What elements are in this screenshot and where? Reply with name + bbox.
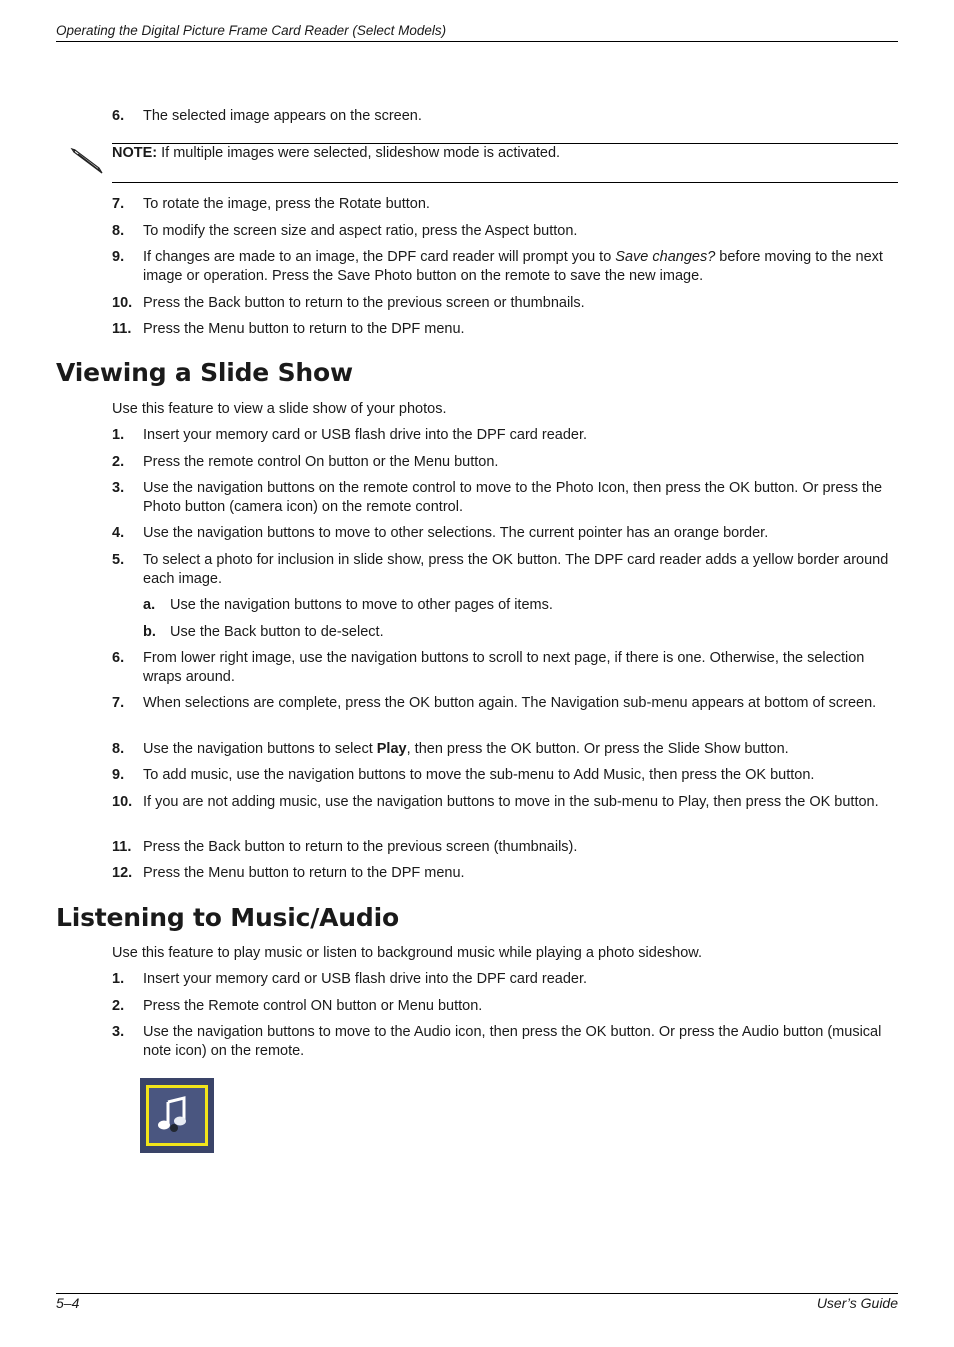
step-text: Press the Menu button to return to the DPF menu. bbox=[143, 865, 465, 881]
step-number: 10. bbox=[112, 295, 133, 311]
step-item bbox=[112, 649, 898, 687]
step-text: From lower right image, use the navigation buttons to scroll to next page, if there is one. Otherwise, the selection wraps around. bbox=[143, 650, 865, 685]
footer-divider bbox=[56, 1293, 898, 1294]
step-number: 2. bbox=[112, 998, 125, 1014]
step-number: 8. bbox=[112, 741, 125, 757]
step-item bbox=[112, 970, 898, 989]
step-text-part: before moving to the next image or operation. Press the Save Photo button on the remote to save the new image. bbox=[143, 249, 883, 284]
page-number: 5–4 bbox=[56, 1295, 80, 1311]
step-number: 1. bbox=[112, 971, 125, 987]
note-label: NOTE: bbox=[112, 145, 158, 161]
step-text: Use the navigation buttons on the remote control to move to the Photo Icon, then press the OK button. Or press the Photo button (camera icon) on the remote control. bbox=[143, 480, 883, 515]
step-text-part: , then press the OK button. Or press the Slide Show button. bbox=[406, 741, 789, 757]
step-text-part: Use the navigation buttons to select bbox=[143, 741, 377, 757]
step-text: To select a photo for inclusion in slide show, press the OK button. The DPF card reader adds a yellow border around each image. bbox=[143, 552, 889, 587]
step-number: 3. bbox=[112, 1024, 125, 1040]
step-item bbox=[112, 766, 898, 785]
step-item bbox=[112, 1023, 898, 1061]
step-text: Insert your memory card or USB flash drive into the DPF card reader. bbox=[143, 427, 588, 443]
step-text: Press the Back button to return to the previous screen (thumbnails). bbox=[143, 839, 578, 855]
step-item bbox=[112, 740, 898, 759]
step-number: 8. bbox=[112, 223, 125, 239]
audio-icon-screenshot bbox=[140, 1078, 214, 1153]
step-text: Insert your memory card or USB flash drive into the DPF card reader. bbox=[143, 971, 588, 987]
step-item bbox=[112, 479, 898, 517]
step-text: To add music, use the navigation buttons to move the sub-menu to Add Music, then press the OK button. bbox=[143, 767, 815, 783]
musical-note-icon bbox=[154, 1092, 200, 1138]
substep-item bbox=[143, 623, 898, 642]
step-number: 6. bbox=[112, 650, 125, 666]
step-text: Press the Menu button to return to the DPF menu. bbox=[143, 321, 465, 337]
step-text: Use the Back button to de-select. bbox=[170, 624, 384, 640]
step-number: 4. bbox=[112, 525, 125, 541]
step-text: To rotate the image, press the Rotate button. bbox=[143, 196, 430, 212]
step-text: Use the navigation buttons to move to the Audio icon, then press the OK button. Or press the Audio button (musical note icon) on the remote. bbox=[143, 1024, 882, 1059]
step-number: 9. bbox=[112, 767, 125, 783]
step-number: 12. bbox=[112, 865, 133, 881]
step-item bbox=[112, 222, 898, 241]
note-body: If multiple images were selected, slideshow mode is activated. bbox=[157, 145, 561, 161]
step-number: 10. bbox=[112, 794, 133, 810]
step-number: 5. bbox=[112, 552, 125, 568]
step-text: To modify the screen size and aspect ratio, press the Aspect button. bbox=[143, 223, 578, 239]
step-number: 7. bbox=[112, 196, 125, 212]
step-text: When selections are complete, press the OK button again. The Navigation sub-menu appears at bottom of screen. bbox=[143, 695, 877, 711]
section-intro: Use this feature to view a slide show of your photos. bbox=[112, 401, 447, 417]
step-item bbox=[112, 793, 898, 812]
step-number: 11. bbox=[112, 321, 132, 337]
pencil-note-icon bbox=[68, 146, 106, 176]
step-text-emphasis: Save changes? bbox=[615, 249, 716, 265]
step-text-bold: Play bbox=[376, 741, 407, 757]
step-text bbox=[143, 740, 898, 759]
step-item bbox=[112, 838, 898, 857]
step-text: The selected image appears on the screen. bbox=[143, 108, 422, 124]
step-text: Press the Back button to return to the previous screen or thumbnails. bbox=[143, 295, 585, 311]
section-heading-music-audio: Listening to Music/Audio bbox=[56, 903, 399, 932]
step-text: Use the navigation buttons to move to other pages of items. bbox=[170, 597, 553, 613]
step-text: Use the navigation buttons to move to other selections. The current pointer has an orange border. bbox=[143, 525, 769, 541]
section-intro: Use this feature to play music or listen to background music while playing a photo sideshow. bbox=[112, 945, 702, 961]
step-item bbox=[112, 694, 898, 713]
step-item bbox=[112, 551, 898, 589]
page-header: Operating the Digital Picture Frame Card Reader (Select Models) bbox=[56, 23, 898, 42]
step-item bbox=[112, 426, 898, 445]
step-number: 7. bbox=[112, 695, 125, 711]
step-item bbox=[112, 248, 898, 286]
step-number: 11. bbox=[112, 839, 132, 855]
step-number: 3. bbox=[112, 480, 125, 496]
step-item bbox=[112, 997, 898, 1016]
step-number: 2. bbox=[112, 454, 125, 470]
note-text bbox=[112, 144, 560, 163]
step-text: If you are not adding music, use the navigation buttons to move in the sub-menu to Play, then press the OK button. bbox=[143, 794, 879, 810]
note-divider-bottom bbox=[112, 182, 898, 183]
step-text: Press the remote control On button or the Menu button. bbox=[143, 454, 499, 470]
document-title: User’s Guide bbox=[816, 1295, 898, 1311]
step-text-part: If changes are made to an image, the DPF card reader will prompt you to bbox=[143, 249, 616, 265]
substep-letter: a. bbox=[143, 597, 156, 613]
substep-letter: b. bbox=[143, 624, 156, 640]
step-item bbox=[112, 453, 898, 472]
step-item bbox=[112, 107, 898, 126]
step-item bbox=[112, 320, 898, 339]
step-item bbox=[112, 294, 898, 313]
substep-item bbox=[143, 596, 898, 615]
step-number: 9. bbox=[112, 249, 125, 265]
section-heading-slide-show: Viewing a Slide Show bbox=[56, 358, 353, 387]
step-item bbox=[112, 524, 898, 543]
step-item bbox=[112, 864, 898, 883]
step-text bbox=[143, 248, 898, 286]
step-number: 1. bbox=[112, 427, 125, 443]
step-number: 6. bbox=[112, 108, 125, 124]
step-item bbox=[112, 195, 898, 214]
step-text: Press the Remote control ON button or Menu button. bbox=[143, 998, 483, 1014]
